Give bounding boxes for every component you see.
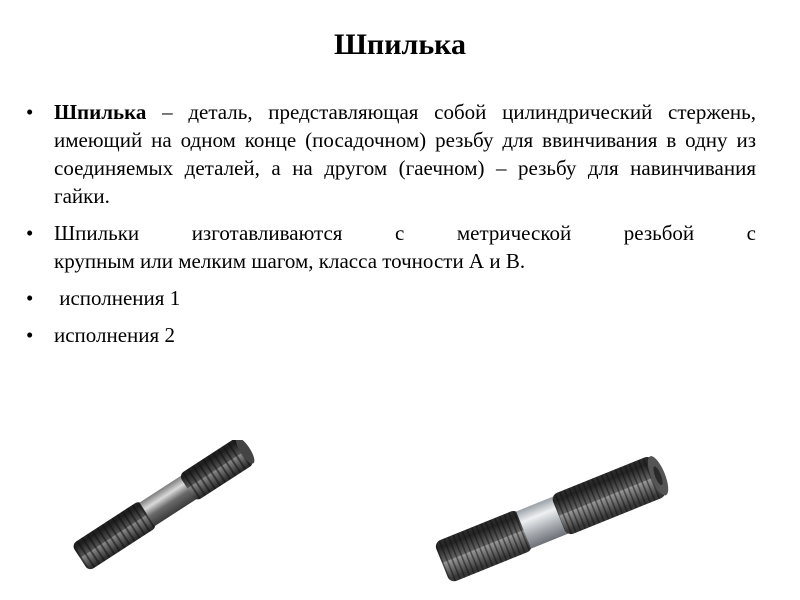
- manufacturing-line-1: Шпильки изготавливаются с метрической резьбой с: [54, 221, 756, 245]
- manufacturing-line-2: крупным или мелким шагом, класса точности А и В.: [54, 249, 526, 273]
- bullet-manufacturing: [26, 219, 756, 275]
- slide-title: Шпилька: [333, 28, 467, 61]
- stud-bolt-version-1-icon: [60, 440, 290, 580]
- stud-bolt-version-2-icon: [420, 415, 690, 595]
- version-1-label: исполнения 1: [54, 286, 181, 310]
- bullet-list: [26, 98, 756, 358]
- bullet-definition: [26, 98, 756, 210]
- version-2-label: исполнения 2: [54, 323, 175, 347]
- bullet-version-1: [26, 284, 756, 312]
- bullet-version-2: [26, 321, 756, 349]
- bullet-marker: •: [26, 100, 34, 124]
- term-bold: Шпилька: [54, 100, 147, 124]
- bullet-marker: •: [26, 221, 34, 245]
- bullet-marker: •: [26, 286, 34, 310]
- bullet-marker: •: [26, 323, 34, 347]
- definition-text: – деталь, представляющая собой цилиндрический стержень, имеющий на одном конце (посадочном) резьбу для ввинчивания в одну из соединяемых деталей, а на другом (гаечном) – резьбу для навинчивания гайки.: [54, 100, 756, 208]
